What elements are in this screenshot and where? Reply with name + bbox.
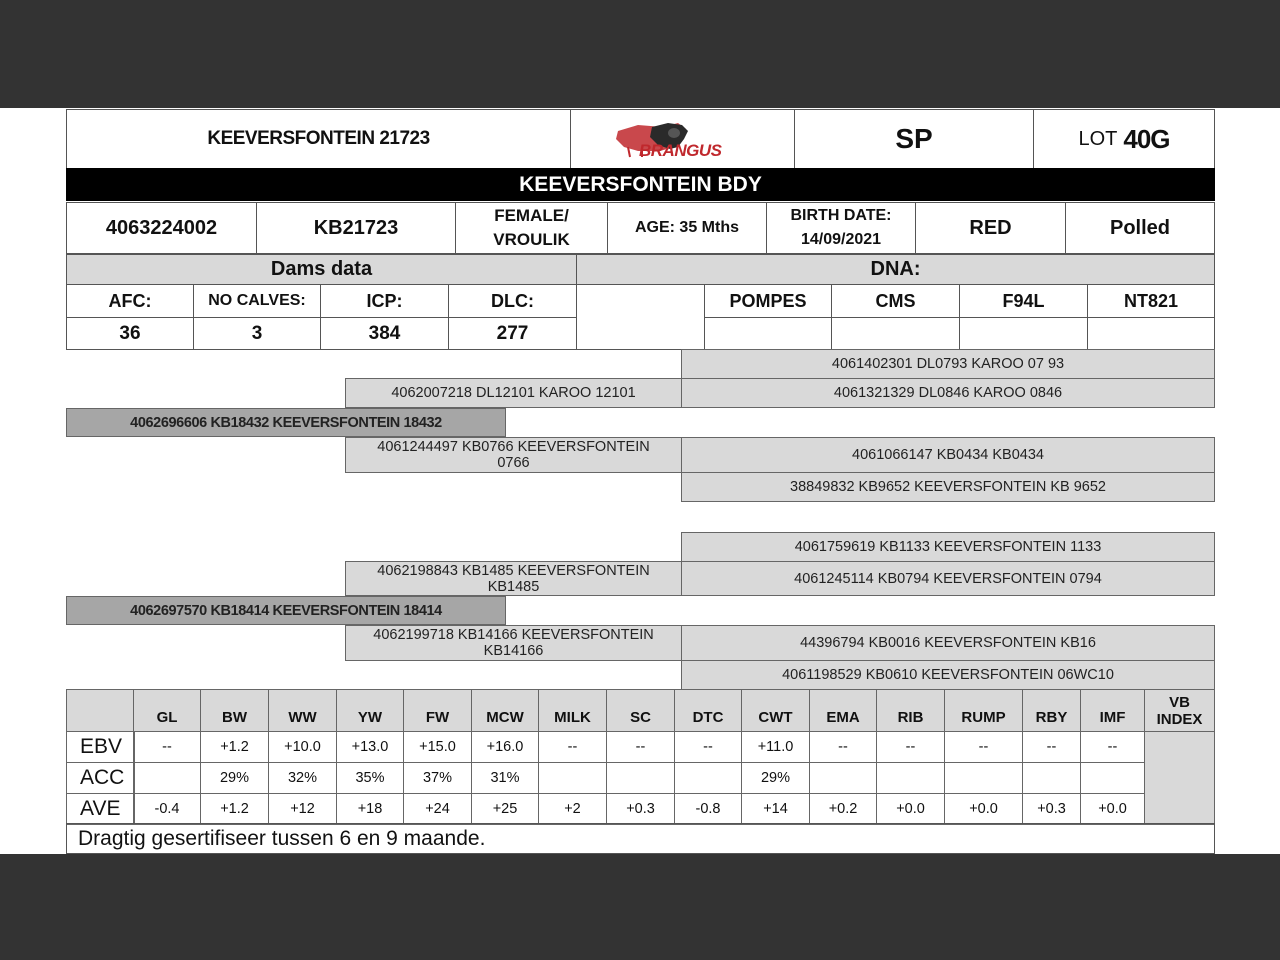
dams-heading: Dams data [66, 254, 577, 285]
dams-header-icp: ICP: [320, 284, 449, 318]
pedigree-sire-dam-dam: 38849832 KB9652 KEEVERSFONTEIN KB 9652 [681, 472, 1215, 502]
ebv-column-header: CWT [741, 689, 810, 732]
id-number: 4063224002 [66, 202, 257, 254]
tag-number: KB21723 [256, 202, 456, 254]
lot-number [1033, 109, 1215, 169]
ebv-column-header: MCW [471, 689, 539, 732]
ebv-row-label: AVE [66, 793, 135, 825]
ebv-value: -- [674, 731, 742, 763]
ebv-column-header: IMF [1080, 689, 1145, 732]
dna-blank-cell [576, 284, 705, 350]
dna-value-nt821 [1087, 317, 1215, 350]
footer-note: Dragtig gesertifiseer tussen 6 en 9 maande. [66, 823, 1215, 854]
ebv-value: -0.8 [674, 793, 742, 825]
ebv-value: +0.0 [944, 793, 1023, 825]
ebv-column-header: MILK [538, 689, 607, 732]
ebv-value [674, 762, 742, 794]
ebv-value: 29% [741, 762, 810, 794]
ebv-value [1022, 762, 1081, 794]
ebv-value: -- [1080, 731, 1145, 763]
ebv-value: +11.0 [741, 731, 810, 763]
ebv-value: +1.2 [200, 793, 269, 825]
ebv-value: +12 [268, 793, 337, 825]
ebv-row-label: EBV [66, 731, 135, 763]
age: AGE: 35 Mths [607, 202, 767, 254]
dna-value-cms [831, 317, 960, 350]
ebv-value: 32% [268, 762, 337, 794]
ebv-vb-index-value [1144, 731, 1215, 825]
ebv-value: +2 [538, 793, 607, 825]
ebv-value: +0.3 [1022, 793, 1081, 825]
ebv-vb-index-header: VB INDEX [1144, 689, 1215, 732]
pedigree-sire-dam: 4061244497 KB0766 KEEVERSFONTEIN 0766 [345, 437, 682, 473]
ebv-value: +1.2 [200, 731, 269, 763]
ebv-value: +16.0 [471, 731, 539, 763]
ebv-value [538, 762, 607, 794]
ebv-column-header: SC [606, 689, 675, 732]
ebv-column-header: RIB [876, 689, 945, 732]
ebv-value: +0.3 [606, 793, 675, 825]
ebv-value: 37% [403, 762, 472, 794]
pedigree-sire-sire: 4062007218 DL12101 KAROO 12101 [345, 378, 682, 408]
pedigree-sire-sire-sire: 4061402301 DL0793 KAROO 07 93 [681, 349, 1215, 379]
horn-status: Polled [1065, 202, 1215, 254]
ebv-column-header: WW [268, 689, 337, 732]
dams-value-icp: 384 [320, 317, 449, 350]
pedigree-sire-sire-dam: 4061321329 DL0846 KAROO 0846 [681, 378, 1215, 408]
ebv-column-header: RUMP [944, 689, 1023, 732]
ebv-column-header: RBY [1022, 689, 1081, 732]
dna-header-f94l: F94L [959, 284, 1088, 318]
sex-line1: FEMALE/ [494, 206, 569, 225]
pedigree-dam-sire-sire: 4061759619 KB1133 KEEVERSFONTEIN 1133 [681, 532, 1215, 562]
ebv-value: -- [133, 731, 201, 763]
pedigree-dam-sire: 4062198843 KB1485 KEEVERSFONTEIN KB1485 [345, 561, 682, 596]
ebv-value [1080, 762, 1145, 794]
ebv-value: +10.0 [268, 731, 337, 763]
ebv-value [876, 762, 945, 794]
ebv-value [809, 762, 877, 794]
dna-header-nt821: NT821 [1087, 284, 1215, 318]
ebv-value: -- [1022, 731, 1081, 763]
ebv-column-header: YW [336, 689, 404, 732]
ebv-value: +0.0 [1080, 793, 1145, 825]
colour: RED [915, 202, 1066, 254]
dams-value-calves: 3 [193, 317, 321, 350]
ebv-value: +0.2 [809, 793, 877, 825]
dna-header-cms: CMS [831, 284, 960, 318]
lot-prefix: LOT [1078, 127, 1118, 150]
ebv-value: +24 [403, 793, 472, 825]
pedigree-dam: 4062697570 KB18414 KEEVERSFONTEIN 18414 [66, 596, 506, 625]
ebv-header-corner [66, 689, 135, 732]
ebv-value: -- [809, 731, 877, 763]
ebv-value [133, 762, 201, 794]
ebv-column-header: FW [403, 689, 472, 732]
catalogue-sheet [0, 108, 1280, 854]
pedigree-dam-dam-sire: 44396794 KB0016 KEEVERSFONTEIN KB16 [681, 625, 1215, 661]
birth-date-value: 14/09/2021 [800, 231, 882, 248]
ebv-value: -0.4 [133, 793, 201, 825]
dams-header-dlc: DLC: [448, 284, 577, 318]
dna-value-f94l [959, 317, 1088, 350]
ebv-value: 29% [200, 762, 269, 794]
brangus-logo [570, 109, 795, 169]
ebv-row-label: ACC [66, 762, 135, 794]
ebv-value: -- [944, 731, 1023, 763]
ebv-value: -- [876, 731, 945, 763]
dna-header-pompes: POMPES [704, 284, 832, 318]
lot-value: 40G [1123, 123, 1170, 154]
ebv-value: +18 [336, 793, 404, 825]
ebv-value: +14 [741, 793, 810, 825]
brangus-logo-text: BRANGUS [639, 141, 722, 160]
animal-name: KEEVERSFONTEIN 21723 [66, 109, 571, 169]
ebv-value: +25 [471, 793, 539, 825]
ebv-column-header: GL [133, 689, 201, 732]
dams-header-calves: NO CALVES: [193, 284, 321, 318]
ebv-value: -- [538, 731, 607, 763]
ebv-column-header: DTC [674, 689, 742, 732]
dams-value-afc: 36 [66, 317, 194, 350]
dams-value-dlc: 277 [448, 317, 577, 350]
pedigree-dam-sire-dam: 4061245114 KB0794 KEEVERSFONTEIN 0794 [681, 561, 1215, 596]
sex-line2: VROULIK [493, 230, 570, 249]
sex [455, 202, 608, 254]
ebv-value [944, 762, 1023, 794]
ebv-column-header: EMA [809, 689, 877, 732]
pedigree-dam-dam-dam: 4061198529 KB0610 KEEVERSFONTEIN 06WC10 [681, 660, 1215, 690]
ebv-value: 35% [336, 762, 404, 794]
birth-date-label: BIRTH DATE: [790, 207, 892, 224]
dams-header-afc: AFC: [66, 284, 194, 318]
ebv-value: +13.0 [336, 731, 404, 763]
ebv-value: +15.0 [403, 731, 472, 763]
pedigree-sire-dam-sire: 4061066147 KB0434 KB0434 [681, 437, 1215, 473]
pedigree-dam-dam: 4062199718 KB14166 KEEVERSFONTEIN KB14166 [345, 625, 682, 661]
breed-code: SP [794, 109, 1034, 169]
birth-date [766, 202, 916, 254]
dna-heading: DNA: [576, 254, 1215, 285]
pedigree-sire: 4062696606 KB18432 KEEVERSFONTEIN 18432 [66, 408, 506, 437]
ebv-column-header: BW [200, 689, 269, 732]
ebv-value [606, 762, 675, 794]
title-bar: KEEVERSFONTEIN BDY [66, 168, 1215, 201]
dna-value-pompes [704, 317, 832, 350]
ebv-value: +0.0 [876, 793, 945, 825]
ebv-value: -- [606, 731, 675, 763]
ebv-value: 31% [471, 762, 539, 794]
